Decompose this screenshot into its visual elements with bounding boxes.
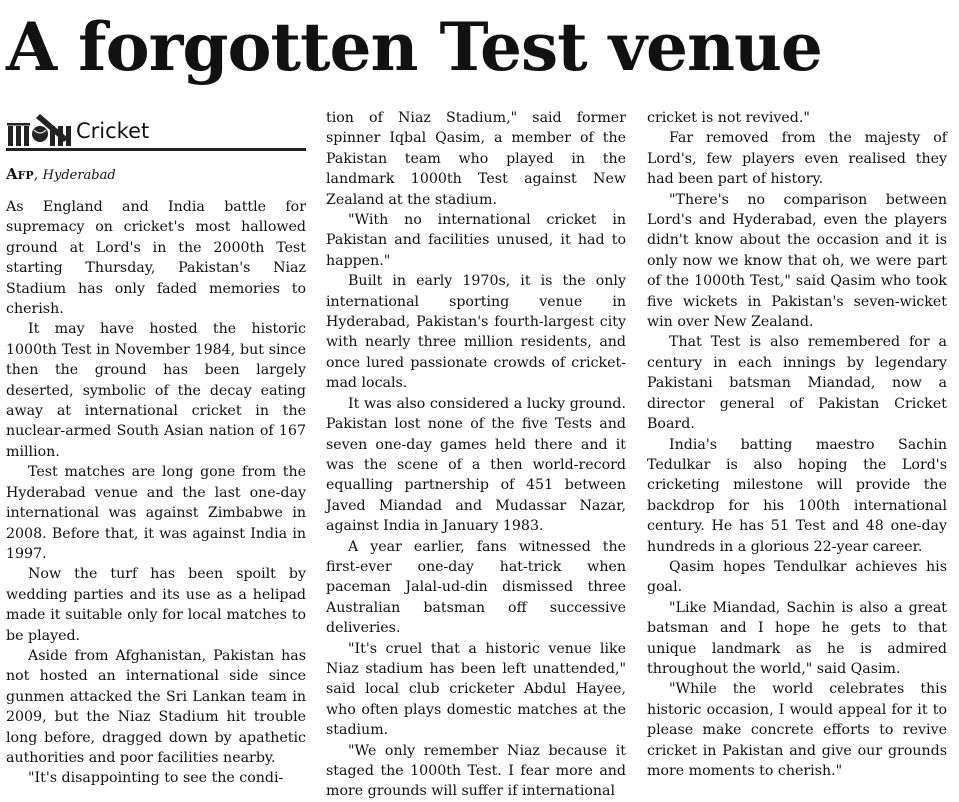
column-3 xyxy=(647,108,947,779)
paragraph: "It's cruel that a historic venue like Niaz stadium has been left unattended," said local club cricketer Abdul Hayee, who often plays domestic matches at the stadium. xyxy=(326,640,626,739)
paragraph: Aside from Afghanistan, Pakistan has not hosted an international side since gunmen attacked the Sri Lankan team in 2009, but the Niaz Stadium hit trouble long before, dragged down by apathetic authorities and poor facilities nearby. xyxy=(6,647,306,766)
paragraph: "With no international cricket in Pakistan and facilities unused, it had to happen." xyxy=(326,212,626,269)
paragraph: "We only remember Niaz because it staged the 1000th Test. I fear more and more grounds will suffer if international xyxy=(326,742,626,800)
paragraph: Qasim hopes Tendulkar achieves his goal. xyxy=(647,558,947,596)
paragraph: cricket is not revived." xyxy=(647,110,810,126)
byline-place: Hyderabad xyxy=(42,168,116,183)
byline-agency: Afp xyxy=(6,165,34,183)
cricket-bat-ball-stumps-icon xyxy=(6,112,72,148)
paragraph: tion of Niaz Stadium," said former spinner Iqbal Qasim, a member of the Pakistan team who played in the landmark 1000th Test against New Zealand at the stadium. xyxy=(326,110,626,208)
byline-separator: , xyxy=(33,167,43,183)
paragraph: "It's disappointing to see the condi- xyxy=(28,770,284,787)
paragraph: Now the turf has been spoilt by wedding parties and its use as a helipad made it suitable only for local matches to be played. xyxy=(6,566,306,644)
paragraph: It was also considered a lucky ground. Pakistan lost none of the five Tests and seven one-day games held there and it was the scene of a then world-record equalling partnership of 451 between Javed Miandad and Mudassar Nazar, against India in January 1983. xyxy=(326,395,626,535)
paragraph: As England and India battle for supremacy on cricket's most hallowed ground at Lord's in the 2000th Test starting Thursday, Pakistan's Niaz Stadium has only faded memories to cherish. xyxy=(6,199,306,318)
paragraph: "Like Miandad, Sachin is also a great batsman and I hope he gets to that unique landmark as he is admired throughout the world," said Qasim. xyxy=(647,599,947,677)
paragraph: A year earlier, fans witnessed the first-ever one-day hat-trick when paceman Jalal-ud-din dismissed three Australian batsman off successive deliveries. xyxy=(326,538,626,637)
paragraph: Far removed from the majesty of Lord's, few players even realised they had been part of history. xyxy=(647,130,947,188)
paragraph: "While the world celebrates this historic occasion, I would appeal for it to please make concrete efforts to revive cricket in Pakistan and give our grounds more moments to cherish." xyxy=(647,681,947,779)
paragraph: Test matches are long gone from the Hyderabad venue and the last one-day international was against Zimbabwe in 2008. Before that, it was against India in 1997. xyxy=(6,464,306,562)
section-header xyxy=(6,108,306,151)
paragraph: It may have hosted the historic 1000th Test in November 1984, but since then the ground has been largely deserted, symbolic of the decay eating away at international cricket in the nuclear-armed South Asian nation of 167 million. xyxy=(6,321,306,460)
headline: A forgotten Test venue xyxy=(6,8,822,86)
column-1 xyxy=(6,108,306,787)
paragraph: Built in early 1970s, it is the only international sporting venue in Hyderabad, Pakistan's fourth-largest city with nearly three million residents, and once lured passionate crowds of cricket-mad locals. xyxy=(326,273,626,392)
byline xyxy=(6,165,306,185)
section-label: Cricket xyxy=(76,119,150,143)
paragraph: India's batting maestro Sachin Tedulkar is also hoping the Lord's cricketing milestone will provide the backdrop for his 100th international century. He has 51 Test and 48 one-day hundreds in a glorious 22-year career. xyxy=(647,436,947,555)
column-2 xyxy=(326,108,626,800)
paragraph: "There's no comparison between Lord's and Hyderabad, even the players didn't know about the occasion and it is only now we know that oh, we were part of the 1000th Test," said Qasim who took five wickets in Pakistan's seven-wicket win over New Zealand. xyxy=(647,191,947,331)
paragraph: That Test is also remembered for a century in each innings by legendary Pakistani batsman Miandad, now a director general of Pakistan Cricket Board. xyxy=(647,334,947,433)
